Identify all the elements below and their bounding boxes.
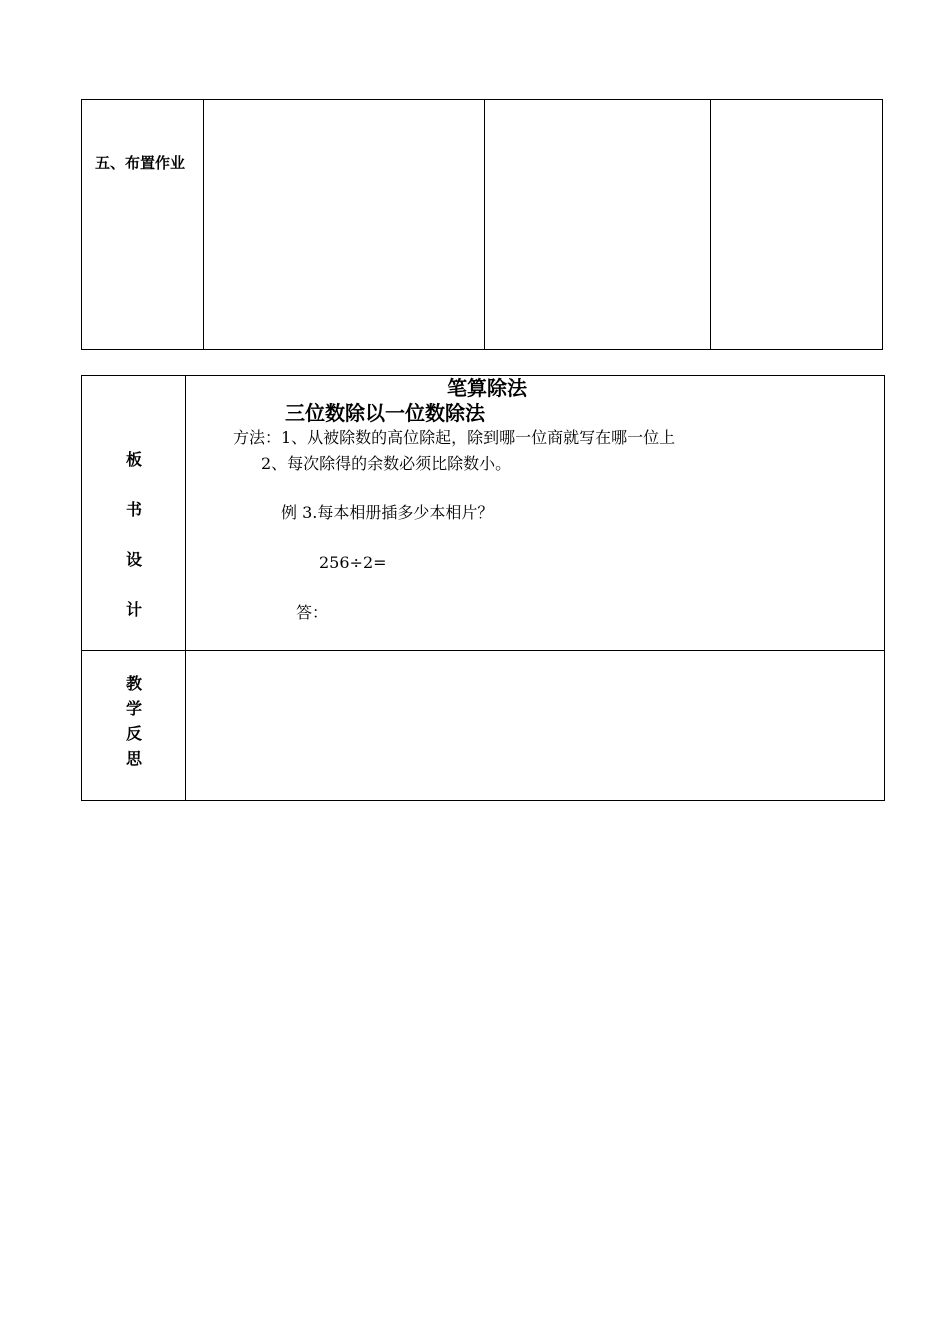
reflection-label-char: 教 <box>125 674 142 693</box>
board-design-label-char: 板 <box>125 450 142 469</box>
example-question: 例 3.每本相册插多少本相片？ <box>281 503 494 522</box>
board-design-label-char: 书 <box>125 500 142 519</box>
division-expression: 256÷2= <box>319 553 387 572</box>
column-divider <box>710 100 711 349</box>
method-line-1: 方法：1、从被除数的高位除起，除到哪一位商就写在哪一位上 <box>233 428 676 447</box>
method-line-2: 2、每次除得的余数必须比除数小。 <box>261 454 512 473</box>
reflection-label-char: 反 <box>125 724 142 743</box>
reflection-label-char: 学 <box>125 699 142 718</box>
homework-table <box>81 99 883 350</box>
answer-label: 答： <box>296 603 329 622</box>
board-title: 笔算除法 <box>447 376 527 400</box>
homework-row-label: 五、布置作业 <box>95 154 186 172</box>
board-design-label-char: 设 <box>125 550 142 569</box>
column-divider <box>185 376 186 800</box>
board-design-table <box>81 375 885 801</box>
reflection-label-char: 思 <box>125 749 142 768</box>
column-divider <box>484 100 485 349</box>
row-divider <box>82 650 884 651</box>
column-divider <box>203 100 204 349</box>
board-design-label-char: 计 <box>125 600 142 619</box>
board-subtitle: 三位数除以一位数除法 <box>285 401 485 425</box>
